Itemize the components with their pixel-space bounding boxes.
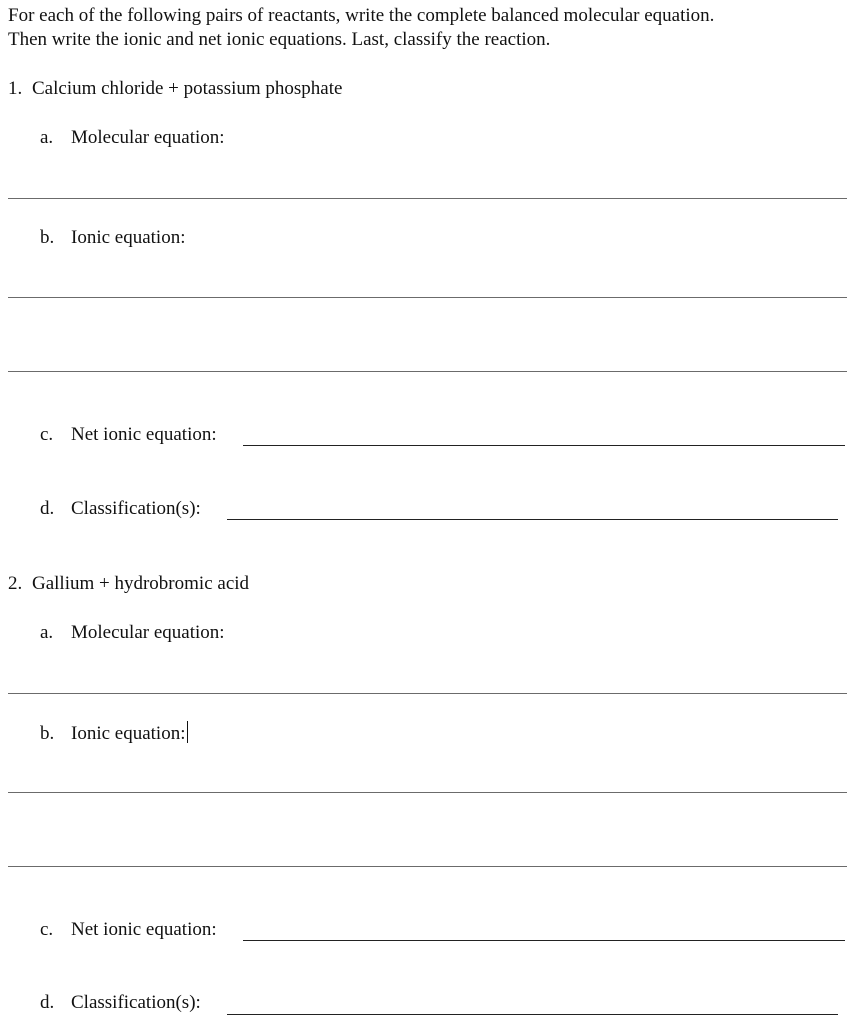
instructions-line-2: Then write the ionic and net ionic equations. Last, classify the reaction. <box>8 29 551 50</box>
part-label: Ionic equation: <box>71 723 186 744</box>
q1-part-d-label <box>40 497 201 521</box>
q1-ionic-answer-line-1[interactable] <box>8 297 847 298</box>
part-letter: d. <box>40 992 55 1013</box>
part-letter: b. <box>40 227 55 248</box>
q1-molecular-answer-line[interactable] <box>8 198 847 199</box>
q2-part-a-label <box>40 621 225 645</box>
part-label: Classification(s): <box>71 992 201 1013</box>
part-letter: c. <box>40 919 54 940</box>
q1-classification-blank[interactable] <box>227 519 838 520</box>
q1-part-c-label <box>40 423 217 447</box>
part-label: Molecular equation: <box>71 127 225 148</box>
instructions <box>8 4 714 52</box>
q2-net-ionic-blank[interactable] <box>243 940 845 941</box>
instructions-line-1: For each of the following pairs of reactants, write the complete balanced molecular equation. <box>8 5 715 26</box>
text-cursor <box>187 721 188 743</box>
part-letter: d. <box>40 498 55 519</box>
question-reactants: Calcium chloride + potassium phosphate <box>32 78 343 99</box>
part-letter: a. <box>40 622 54 643</box>
part-label: Molecular equation: <box>71 622 225 643</box>
q2-classification-blank[interactable] <box>227 1014 838 1015</box>
part-letter: b. <box>40 723 55 744</box>
q1-part-b-label <box>40 226 186 250</box>
q1-net-ionic-blank[interactable] <box>243 445 845 446</box>
question-1-heading <box>8 77 342 101</box>
q2-part-d-label <box>40 991 201 1015</box>
question-number: 2. <box>8 573 23 594</box>
part-label: Classification(s): <box>71 498 201 519</box>
question-number: 1. <box>8 78 23 99</box>
question-2-heading <box>8 572 249 596</box>
q2-part-c-label <box>40 918 217 942</box>
part-label: Ionic equation: <box>71 227 186 248</box>
q1-part-a-label <box>40 126 225 150</box>
q2-molecular-answer-line[interactable] <box>8 693 847 694</box>
q2-part-b-label <box>40 721 188 746</box>
part-label: Net ionic equation: <box>71 424 217 445</box>
part-letter: c. <box>40 424 54 445</box>
q2-ionic-answer-line-2[interactable] <box>8 866 847 867</box>
part-letter: a. <box>40 127 54 148</box>
q1-ionic-answer-line-2[interactable] <box>8 371 847 372</box>
part-label: Net ionic equation: <box>71 919 217 940</box>
q2-ionic-answer-line-1[interactable] <box>8 792 847 793</box>
question-reactants: Gallium + hydrobromic acid <box>32 573 250 594</box>
